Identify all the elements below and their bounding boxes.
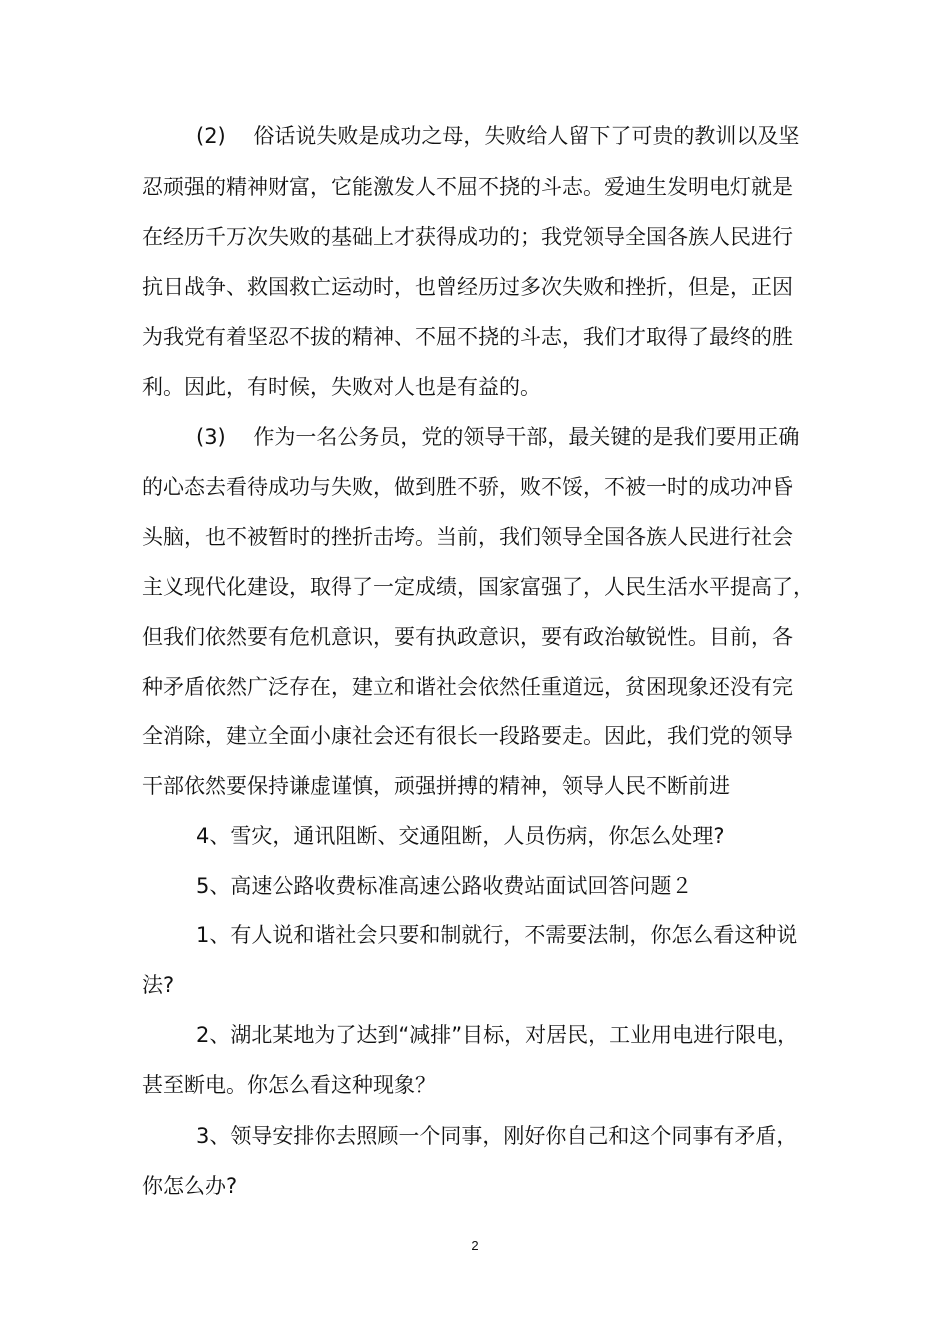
paragraph-2-line-1: (2) 俗话说失败是成功之母，失败给人留下了可贵的教训以及坚 [196, 124, 800, 148]
page-number: 2 [471, 1238, 479, 1253]
paragraph-3-line-6: 种矛盾依然广泛存在，建立和谐社会依然任重道远，贫困现象还没有完 [142, 675, 793, 699]
question-3-line-1: 3、领导安排你去照顾一个同事，刚好你自己和这个同事有矛盾， [196, 1124, 798, 1148]
paragraph-3-line-5: 但我们依然要有危机意识，要有执政意识，要有政治敏锐性。目前，各 [142, 625, 793, 649]
question-2-line-1: 2、湖北某地为了达到“减排”目标，对居民，工业用电进行限电， [196, 1023, 799, 1047]
question-1-line-2: 法? [142, 973, 175, 997]
paragraph-3-line-1: (3) 作为一名公务员，党的领导干部，最关键的是我们要用正确 [196, 425, 800, 449]
question-2-line-2: 甚至断电。你怎么看这种现象？ [142, 1073, 436, 1097]
question-3-line-2: 你怎么办? [142, 1174, 238, 1198]
paragraph-3-line-3: 头脑，也不被暂时的挫折击垮。当前，我们领导全国各族人民进行社会 [142, 525, 793, 549]
paragraph-2-line-2: 忍顽强的精神财富，它能激发人不屈不挠的斗志。爱迪生发明电灯就是 [142, 175, 793, 199]
question-1-line-1: 1、有人说和谐社会只要和制就行，不需要法制，你怎么看这种说 [196, 923, 798, 947]
paragraph-3-line-4: 主义现代化建设，取得了一定成绩，国家富强了，人民生活水平提高了， [142, 575, 814, 599]
item-4-line-1: 4、雪灾，通讯阻断、交通阻断，人员伤病，你怎么处理? [196, 824, 725, 848]
paragraph-2-line-6: 利。因此，有时候，失败对人也是有益的。 [142, 375, 541, 399]
paragraph-3-line-7: 全消除，建立全面小康社会还有很长一段路要走。因此，我们党的领导 [142, 724, 793, 748]
paragraph-3-line-2: 的心态去看待成功与失败，做到胜不骄，败不馁，不被一时的成功冲昏 [142, 475, 793, 499]
paragraph-2-line-4: 抗日战争、救国救亡运动时，也曾经历过多次失败和挫折，但是，正因 [142, 275, 793, 299]
paragraph-2-line-5: 为我党有着坚忍不拔的精神、不屈不挠的斗志，我们才取得了最终的胜 [142, 325, 793, 349]
paragraph-3-line-8: 干部依然要保持谦虚谨慎，顽强拼搏的精神，领导人民不断前进 [142, 774, 730, 798]
item-5-line-1: 5、高速公路收费标准高速公路收费站面试回答问题２ [196, 874, 693, 898]
paragraph-2-line-3: 在经历千万次失败的基础上才获得成功的；我党领导全国各族人民进行 [142, 225, 793, 249]
